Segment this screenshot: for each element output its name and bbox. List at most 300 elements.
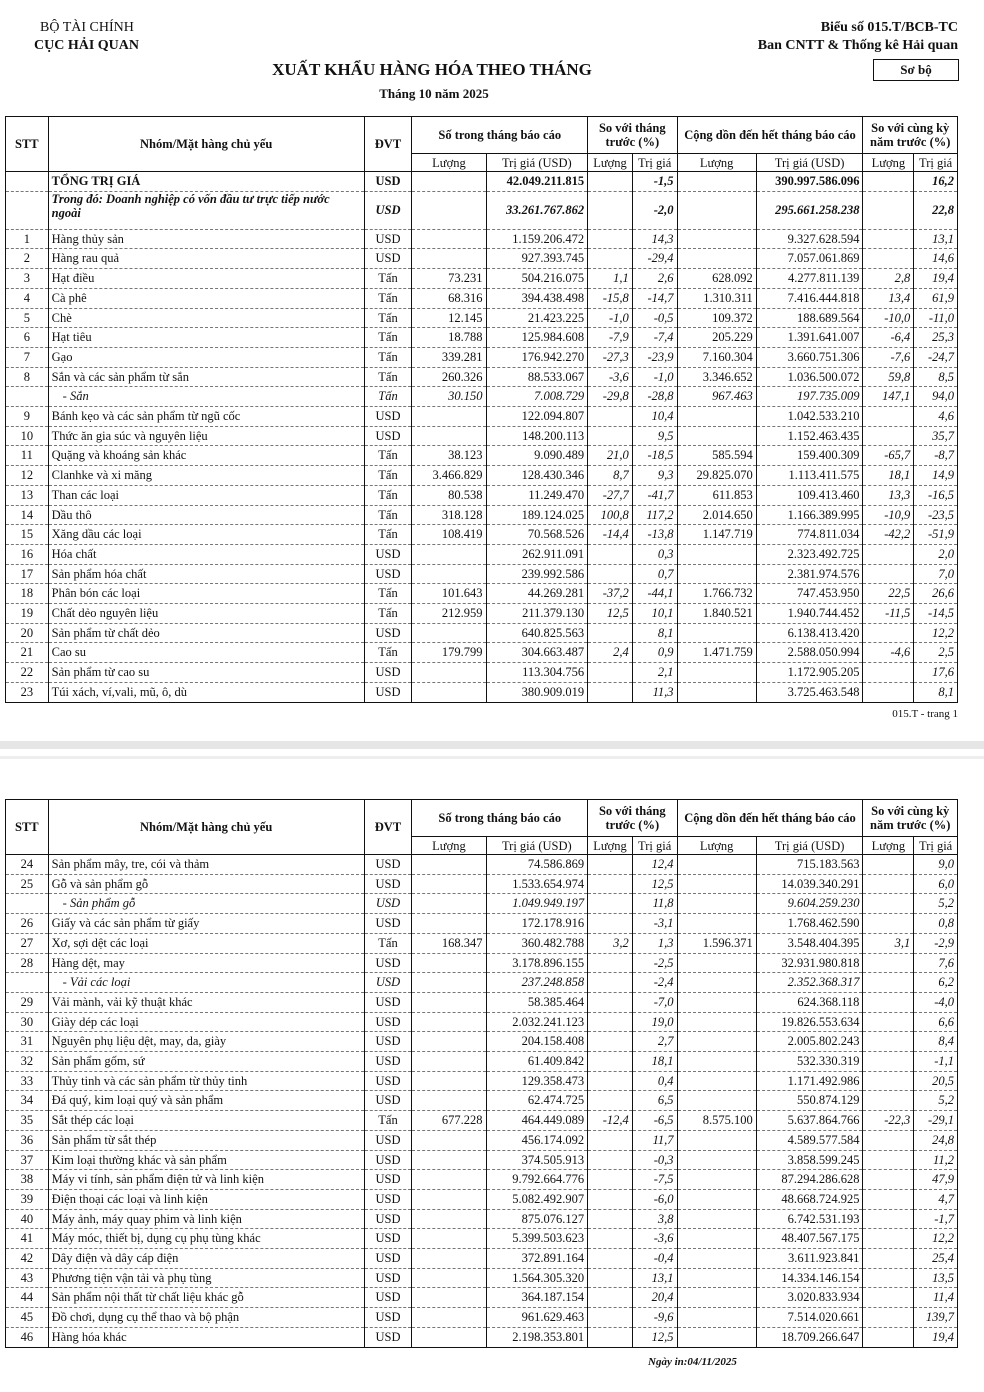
cell-cum-value: 1.171.492.986: [756, 1071, 863, 1091]
cell-year-qty-pct: [863, 855, 914, 875]
cell-qty: [412, 1288, 486, 1308]
cell-qty: [412, 1032, 486, 1052]
cell-cum-value: 1.768.462.590: [756, 914, 863, 934]
cell-cum-value: 390.997.586.096: [756, 172, 863, 192]
cell-year-qty-pct: [863, 953, 914, 973]
cell-qty: [412, 1327, 486, 1347]
cell-prev-value-pct: -0,5: [632, 308, 677, 328]
cell-cum-value: 19.826.553.634: [756, 1012, 863, 1032]
cell-prev-value-pct: 12,5: [632, 1327, 677, 1347]
cell-value: 70.568.526: [486, 525, 588, 545]
col-year-qty: Lượng: [863, 154, 914, 172]
cell-value: 3.178.896.155: [486, 953, 588, 973]
cell-cum-qty: [677, 1249, 756, 1269]
cell-year-value-pct: 14,6: [914, 249, 958, 269]
cell-cum-qty: 2.014.650: [677, 505, 756, 525]
cell-prev-qty-pct: [588, 1308, 633, 1328]
cell-year-value-pct: 8,4: [914, 1032, 958, 1052]
cell-prev-value-pct: -3,6: [632, 1229, 677, 1249]
cell-unit: USD: [364, 1091, 412, 1111]
cell-qty: [412, 914, 486, 934]
cell-stt: 5: [6, 308, 49, 328]
table-row: [6, 544, 958, 564]
cell-prev-value-pct: -28,8: [632, 387, 677, 407]
cell-cum-value: 6.138.413.420: [756, 623, 863, 643]
cell-qty: [412, 894, 486, 914]
table-row: [6, 1288, 958, 1308]
cell-cum-qty: 585.594: [677, 446, 756, 466]
cell-stt: 20: [6, 623, 49, 643]
cell-stt: 26: [6, 914, 49, 934]
cell-prev-value-pct: 6,5: [632, 1091, 677, 1111]
table-row: [6, 328, 958, 348]
cell-year-value-pct: 4,6: [914, 407, 958, 427]
cell-cum-qty: 7.160.304: [677, 347, 756, 367]
cell-unit: USD: [364, 1249, 412, 1269]
cell-year-value-pct: 6,6: [914, 1012, 958, 1032]
cell-qty: [412, 663, 486, 683]
cell-prev-value-pct: 117,2: [632, 505, 677, 525]
cell-year-qty-pct: [863, 623, 914, 643]
cell-prev-value-pct: 9,5: [632, 426, 677, 446]
cell-qty: 108.419: [412, 525, 486, 545]
cell-cum-value: 1.940.744.452: [756, 604, 863, 624]
table-row: [6, 855, 958, 875]
cell-name: Bánh kẹo và các sản phẩm từ ngũ cốc: [48, 407, 364, 427]
cell-year-qty-pct: -65,7: [863, 446, 914, 466]
cell-year-value-pct: 5,2: [914, 894, 958, 914]
cell-prev-value-pct: -7,4: [632, 328, 677, 348]
cell-year-qty-pct: -6,4: [863, 328, 914, 348]
cell-name: TỔNG TRỊ GIÁ: [48, 172, 364, 192]
cell-value: 9.090.489: [486, 446, 588, 466]
cell-unit: USD: [364, 973, 412, 993]
cell-year-qty-pct: [863, 1288, 914, 1308]
table-row: [6, 682, 958, 702]
cell-qty: [412, 1209, 486, 1229]
table-row: [6, 992, 958, 1012]
cell-stt: 1: [6, 229, 49, 249]
cell-year-value-pct: 7,0: [914, 564, 958, 584]
cell-unit: USD: [364, 1189, 412, 1209]
table-row: [6, 1189, 958, 1209]
cell-unit: Tấn: [364, 485, 412, 505]
cell-prev-qty-pct: 21,0: [588, 446, 633, 466]
cell-cum-qty: [677, 1189, 756, 1209]
cell-unit: Tấn: [364, 933, 412, 953]
cell-year-value-pct: 25,3: [914, 328, 958, 348]
cell-year-qty-pct: [863, 992, 914, 1012]
cell-name: Điện thoại các loại và linh kiện: [48, 1189, 364, 1209]
cell-cum-qty: [677, 953, 756, 973]
cell-stt: 22: [6, 663, 49, 683]
cell-prev-value-pct: 0,4: [632, 1071, 677, 1091]
cell-stt: 30: [6, 1012, 49, 1032]
cell-year-value-pct: 2,5: [914, 643, 958, 663]
cell-cum-qty: [677, 1071, 756, 1091]
table-row: [6, 953, 958, 973]
cell-prev-qty-pct: [588, 663, 633, 683]
form-unit: Ban CNTT & Thống kê Hải quan: [757, 38, 958, 53]
cell-cum-value: 1.113.411.575: [756, 466, 863, 486]
cell-year-qty-pct: [863, 1268, 914, 1288]
cell-year-value-pct: 139,7: [914, 1308, 958, 1328]
cell-unit: USD: [364, 229, 412, 249]
table-row: [6, 1012, 958, 1032]
cell-name: Sản phẩm từ sắt thép: [48, 1130, 364, 1150]
cell-prev-value-pct: 3,8: [632, 1209, 677, 1229]
cell-value: 1.159.206.472: [486, 229, 588, 249]
cell-qty: [412, 1189, 486, 1209]
page-separator: [0, 741, 984, 749]
table-body-page-1: [6, 172, 958, 703]
cell-value: 125.984.608: [486, 328, 588, 348]
cell-unit: USD: [364, 1229, 412, 1249]
cell-stt: 2: [6, 249, 49, 269]
cell-year-qty-pct: [863, 249, 914, 269]
cell-cum-value: 2.588.050.994: [756, 643, 863, 663]
cell-stt: 34: [6, 1091, 49, 1111]
col-year-qty: Lượng: [863, 837, 914, 855]
cell-qty: [412, 407, 486, 427]
cell-stt: 33: [6, 1071, 49, 1091]
cell-stt: 19: [6, 604, 49, 624]
cell-name: Than các loại: [48, 485, 364, 505]
cell-cum-qty: [677, 914, 756, 934]
cell-qty: 168.347: [412, 933, 486, 953]
col-year-value: Trị giá: [914, 154, 958, 172]
page-number: 015.T - trang 1: [892, 708, 958, 720]
cell-year-qty-pct: 13,4: [863, 288, 914, 308]
cell-prev-qty-pct: [588, 229, 633, 249]
cell-year-value-pct: 6,2: [914, 973, 958, 993]
cell-value: 211.379.130: [486, 604, 588, 624]
cell-prev-value-pct: 2,7: [632, 1032, 677, 1052]
cell-cum-qty: [677, 1091, 756, 1111]
cell-name: Sản phẩm hóa chất: [48, 564, 364, 584]
page-separator-line: [0, 756, 984, 759]
cell-qty: [412, 682, 486, 702]
cell-stt: [6, 894, 49, 914]
cell-stt: 11: [6, 446, 49, 466]
cell-cum-value: 715.183.563: [756, 855, 863, 875]
cell-year-qty-pct: -22,3: [863, 1111, 914, 1131]
cell-prev-qty-pct: [588, 1091, 633, 1111]
cell-qty: [412, 1130, 486, 1150]
cell-qty: 179.799: [412, 643, 486, 663]
cell-name: Quặng và khoáng sản khác: [48, 446, 364, 466]
cell-qty: [412, 191, 486, 229]
cell-prev-value-pct: 0,7: [632, 564, 677, 584]
col-cum-value: Trị giá (USD): [756, 837, 863, 855]
cell-year-qty-pct: [863, 544, 914, 564]
cell-qty: [412, 874, 486, 894]
report-period: Tháng 10 năm 2025: [379, 86, 489, 101]
cell-cum-value: 747.453.950: [756, 584, 863, 604]
cell-year-qty-pct: [863, 1327, 914, 1347]
cell-year-qty-pct: [863, 1012, 914, 1032]
cell-prev-value-pct: -41,7: [632, 485, 677, 505]
cell-prev-qty-pct: 12,5: [588, 604, 633, 624]
col-unit: ĐVT: [364, 800, 412, 855]
cell-name: Sắn và các sản phẩm từ sắn: [48, 367, 364, 387]
col-group: Nhóm/Mặt hàng chủ yếu: [48, 800, 364, 855]
cell-prev-qty-pct: -27,7: [588, 485, 633, 505]
cell-unit: USD: [364, 1170, 412, 1190]
cell-year-qty-pct: -4,6: [863, 643, 914, 663]
col-cumulative: Cộng dồn đến hết tháng báo cáo: [677, 800, 863, 837]
cell-stt: 44: [6, 1288, 49, 1308]
table-row: [6, 663, 958, 683]
table-row: [6, 288, 958, 308]
cell-unit: Tấn: [364, 308, 412, 328]
cell-cum-qty: [677, 172, 756, 192]
cell-unit: USD: [364, 564, 412, 584]
cell-year-value-pct: -14,5: [914, 604, 958, 624]
cell-name: Sản phẩm từ cao su: [48, 663, 364, 683]
cell-prev-value-pct: -14,7: [632, 288, 677, 308]
cell-cum-value: 295.661.258.238: [756, 191, 863, 229]
cell-cum-qty: 205.229: [677, 328, 756, 348]
col-stt: STT: [6, 117, 49, 172]
cell-stt: 8: [6, 367, 49, 387]
cell-value: 189.124.025: [486, 505, 588, 525]
table-row: [6, 229, 958, 249]
cell-year-qty-pct: 2,8: [863, 269, 914, 289]
cell-cum-qty: 967.463: [677, 387, 756, 407]
cell-prev-value-pct: 11,7: [632, 1130, 677, 1150]
cell-name: Hàng thủy sản: [48, 229, 364, 249]
cell-stt: 39: [6, 1189, 49, 1209]
cell-value: 172.178.916: [486, 914, 588, 934]
table-row: [6, 387, 958, 407]
cell-year-value-pct: 16,2: [914, 172, 958, 192]
cell-cum-qty: [677, 564, 756, 584]
cell-value: 262.911.091: [486, 544, 588, 564]
cell-cum-value: 532.330.319: [756, 1052, 863, 1072]
cell-cum-value: 7.514.020.661: [756, 1308, 863, 1328]
cell-prev-qty-pct: [588, 564, 633, 584]
cell-year-value-pct: 13,5: [914, 1268, 958, 1288]
cell-prev-qty-pct: [588, 1012, 633, 1032]
cell-prev-value-pct: 12,4: [632, 855, 677, 875]
cell-stt: 7: [6, 347, 49, 367]
cell-cum-value: 109.413.460: [756, 485, 863, 505]
cell-unit: USD: [364, 1071, 412, 1091]
cell-value: 961.629.463: [486, 1308, 588, 1328]
table-row: [6, 1150, 958, 1170]
table-row: [6, 604, 958, 624]
cell-year-value-pct: 6,0: [914, 874, 958, 894]
cell-prev-value-pct: 9,3: [632, 466, 677, 486]
cell-qty: [412, 1229, 486, 1249]
cell-unit: USD: [364, 1268, 412, 1288]
cell-stt: 46: [6, 1327, 49, 1347]
cell-cum-value: 1.152.463.435: [756, 426, 863, 446]
cell-year-value-pct: 11,2: [914, 1150, 958, 1170]
cell-cum-qty: [677, 973, 756, 993]
cell-name: Cà phê: [48, 288, 364, 308]
report-title: XUẤT KHẨU HÀNG HÓA THEO THÁNG: [272, 60, 592, 79]
cell-cum-value: 550.874.129: [756, 1091, 863, 1111]
cell-stt: [6, 973, 49, 993]
cell-cum-value: 14.334.146.154: [756, 1268, 863, 1288]
cell-cum-qty: [677, 191, 756, 229]
table-row: [6, 446, 958, 466]
cell-name: Chè: [48, 308, 364, 328]
cell-year-value-pct: 8,5: [914, 367, 958, 387]
cell-year-value-pct: -23,5: [914, 505, 958, 525]
cell-cum-qty: 1.596.371: [677, 933, 756, 953]
cell-value: 122.094.807: [486, 407, 588, 427]
cell-value: 9.792.664.776: [486, 1170, 588, 1190]
cell-name: Cao su: [48, 643, 364, 663]
cell-value: 456.174.092: [486, 1130, 588, 1150]
cell-unit: Tấn: [364, 288, 412, 308]
cell-cum-value: 6.742.531.193: [756, 1209, 863, 1229]
cell-cum-qty: [677, 407, 756, 427]
cell-value: 74.586.869: [486, 855, 588, 875]
cell-name: Dầu thô: [48, 505, 364, 525]
cell-stt: 15: [6, 525, 49, 545]
cell-qty: [412, 623, 486, 643]
cell-stt: 12: [6, 466, 49, 486]
cell-year-qty-pct: [863, 874, 914, 894]
cell-prev-qty-pct: -1,0: [588, 308, 633, 328]
cell-unit: Tấn: [364, 367, 412, 387]
cell-year-value-pct: -8,7: [914, 446, 958, 466]
table-row: [6, 874, 958, 894]
cell-year-value-pct: 13,1: [914, 229, 958, 249]
cell-stt: 14: [6, 505, 49, 525]
cell-qty: 38.123: [412, 446, 486, 466]
cell-cum-value: 3.548.404.395: [756, 933, 863, 953]
cell-qty: [412, 1012, 486, 1032]
cell-year-qty-pct: -10,9: [863, 505, 914, 525]
cell-cum-value: 624.368.118: [756, 992, 863, 1012]
cell-stt: 32: [6, 1052, 49, 1072]
cell-value: 1.049.949.197: [486, 894, 588, 914]
cell-year-qty-pct: [863, 1249, 914, 1269]
cell-stt: 28: [6, 953, 49, 973]
cell-prev-value-pct: -7,0: [632, 992, 677, 1012]
cell-cum-value: 48.407.567.175: [756, 1229, 863, 1249]
cell-unit: USD: [364, 663, 412, 683]
cell-prev-qty-pct: [588, 894, 633, 914]
cell-value: 61.409.842: [486, 1052, 588, 1072]
cell-prev-qty-pct: 3,2: [588, 933, 633, 953]
cell-value: 640.825.563: [486, 623, 588, 643]
cell-qty: 318.128: [412, 505, 486, 525]
cell-prev-qty-pct: 8,7: [588, 466, 633, 486]
cell-year-value-pct: 12,2: [914, 1229, 958, 1249]
cell-prev-qty-pct: -15,8: [588, 288, 633, 308]
cell-cum-value: 1.391.641.007: [756, 328, 863, 348]
cell-value: 129.358.473: [486, 1071, 588, 1091]
cell-year-value-pct: 35,7: [914, 426, 958, 446]
cell-cum-value: 188.689.564: [756, 308, 863, 328]
cell-year-qty-pct: [863, 1150, 914, 1170]
cell-cum-value: 3.858.599.245: [756, 1150, 863, 1170]
cell-prev-qty-pct: [588, 1249, 633, 1269]
cell-value: 5.399.503.623: [486, 1229, 588, 1249]
cell-value: 5.082.492.907: [486, 1189, 588, 1209]
cell-qty: 30.150: [412, 387, 486, 407]
cell-year-qty-pct: [863, 973, 914, 993]
cell-value: 2.032.241.123: [486, 1012, 588, 1032]
cell-prev-value-pct: -23,9: [632, 347, 677, 367]
cell-qty: [412, 1150, 486, 1170]
cell-cum-qty: [677, 1032, 756, 1052]
cell-year-qty-pct: [863, 1189, 914, 1209]
cell-prev-value-pct: -6,5: [632, 1111, 677, 1131]
cell-cum-qty: [677, 1268, 756, 1288]
cell-cum-qty: [677, 1209, 756, 1229]
cell-cum-qty: [677, 1130, 756, 1150]
cell-stt: [6, 172, 49, 192]
export-table-page-1: [5, 116, 958, 703]
table-row: [6, 249, 958, 269]
cell-stt: 24: [6, 855, 49, 875]
cell-cum-value: 18.709.266.647: [756, 1327, 863, 1347]
cell-cum-value: 197.735.009: [756, 387, 863, 407]
cell-prev-qty-pct: [588, 1189, 633, 1209]
col-month: Số trong tháng báo cáo: [412, 117, 588, 154]
cell-unit: USD: [364, 1209, 412, 1229]
cell-prev-qty-pct: -27,3: [588, 347, 633, 367]
cell-value: 374.505.913: [486, 1150, 588, 1170]
cell-cum-qty: [677, 1308, 756, 1328]
cell-year-value-pct: -16,5: [914, 485, 958, 505]
cell-cum-value: 3.020.833.934: [756, 1288, 863, 1308]
cell-year-qty-pct: -42,2: [863, 525, 914, 545]
table-row: [6, 1052, 958, 1072]
cell-name: Thức ăn gia súc và nguyên liệu: [48, 426, 364, 446]
cell-prev-qty-pct: 2,4: [588, 643, 633, 663]
cell-prev-value-pct: 8,1: [632, 623, 677, 643]
cell-name: Chất dẻo nguyên liệu: [48, 604, 364, 624]
cell-prev-qty-pct: [588, 1229, 633, 1249]
cell-year-value-pct: 47,9: [914, 1170, 958, 1190]
report-period-wrap: [0, 86, 984, 102]
cell-name: Túi xách, ví,vali, mũ, ô, dù: [48, 682, 364, 702]
cell-year-value-pct: 94,0: [914, 387, 958, 407]
cell-unit: Tấn: [364, 387, 412, 407]
cell-cum-qty: [677, 1170, 756, 1190]
cell-prev-qty-pct: [588, 992, 633, 1012]
cell-unit: USD: [364, 172, 412, 192]
cell-prev-value-pct: -7,5: [632, 1170, 677, 1190]
cell-prev-value-pct: -9,6: [632, 1308, 677, 1328]
cell-year-value-pct: -29,1: [914, 1111, 958, 1131]
cell-qty: 212.959: [412, 604, 486, 624]
cell-qty: [412, 172, 486, 192]
cell-prev-qty-pct: [588, 914, 633, 934]
cell-unit: USD: [364, 953, 412, 973]
cell-name: Xơ, sợi dệt các loại: [48, 933, 364, 953]
cell-value: 304.663.487: [486, 643, 588, 663]
cell-year-qty-pct: [863, 172, 914, 192]
cell-value: 44.269.281: [486, 584, 588, 604]
cell-qty: 68.316: [412, 288, 486, 308]
cell-unit: USD: [364, 1012, 412, 1032]
cell-name: Đồ chơi, dụng cụ thể thao và bộ phận: [48, 1308, 364, 1328]
cell-name: Kim loại thường khác và sản phẩm: [48, 1150, 364, 1170]
cell-year-value-pct: 7,6: [914, 953, 958, 973]
table-row: [6, 1308, 958, 1328]
table-row: [6, 1327, 958, 1347]
cell-cum-qty: 628.092: [677, 269, 756, 289]
